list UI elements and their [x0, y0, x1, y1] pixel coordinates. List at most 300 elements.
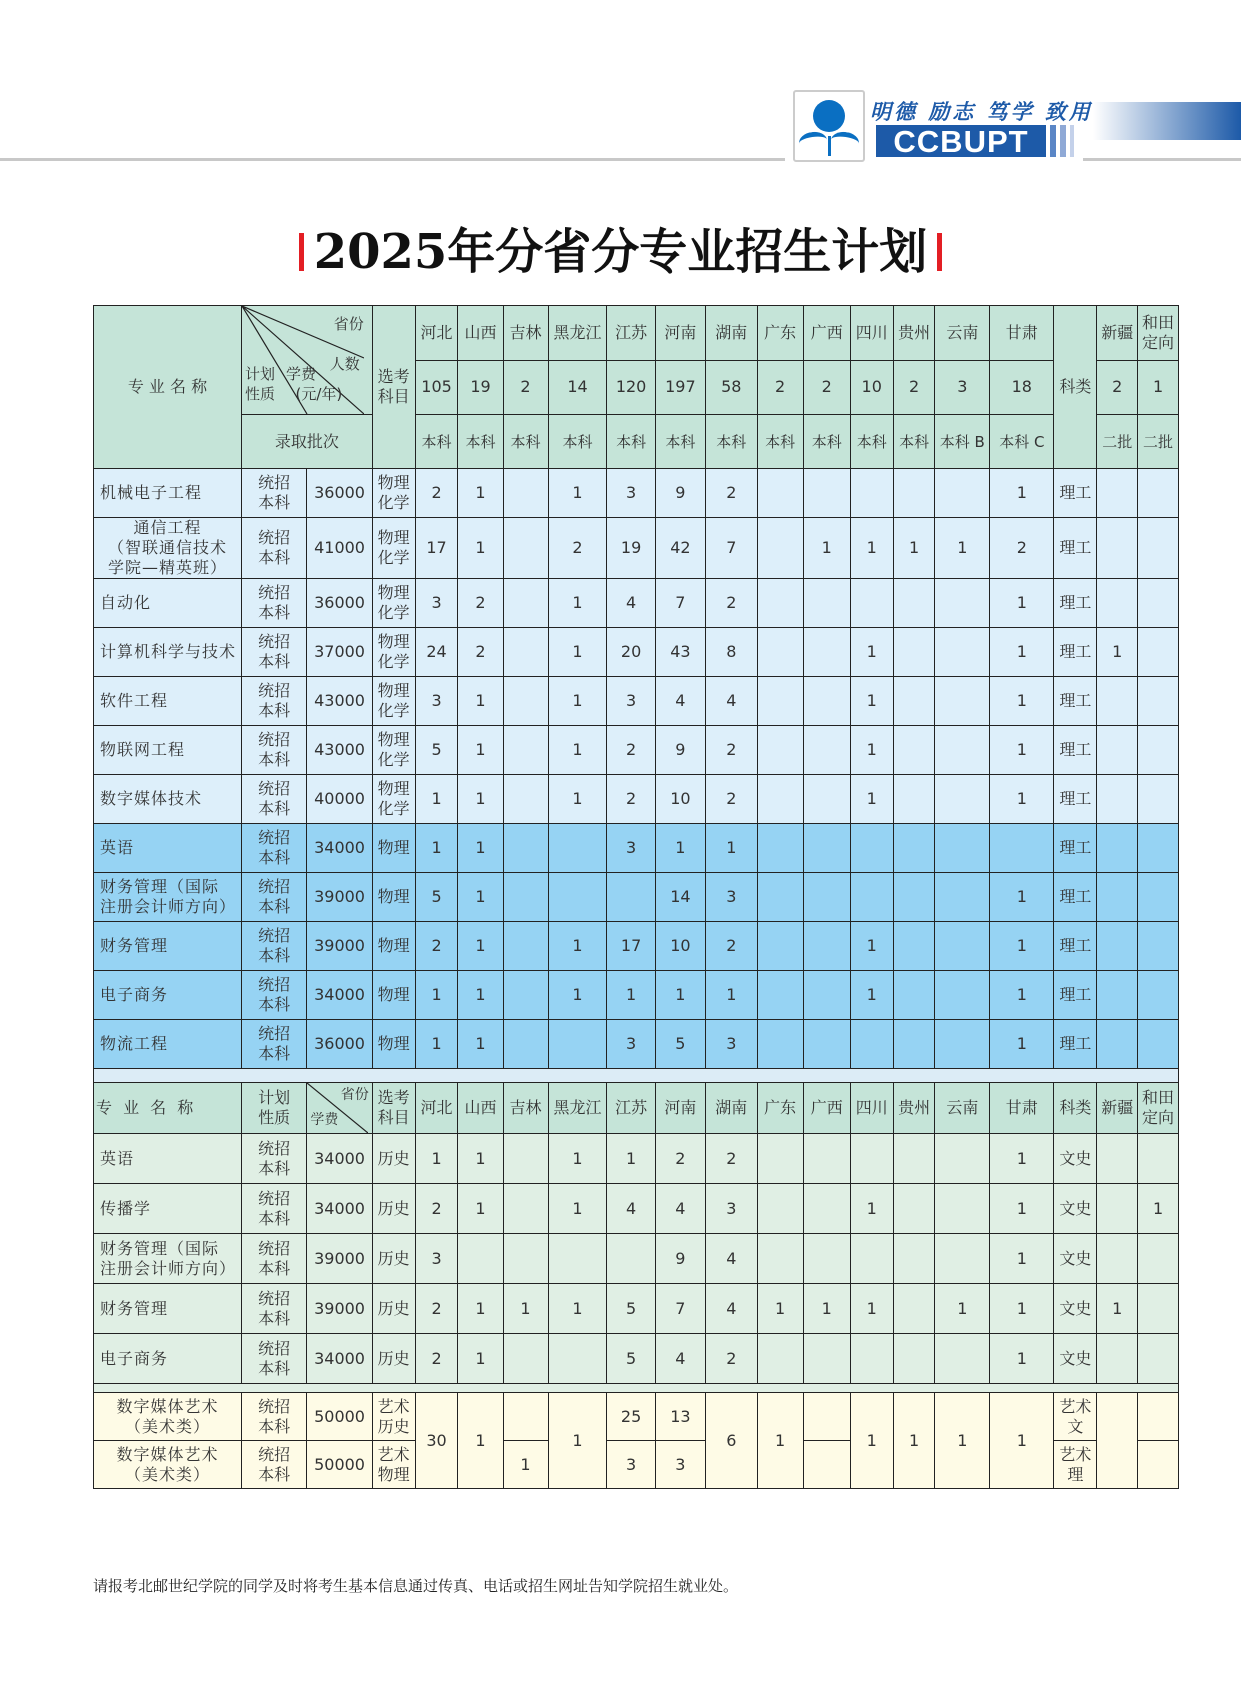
- quota-贵州: [893, 579, 935, 628]
- quota-江苏: 5: [607, 1284, 655, 1334]
- header-total-0: 105: [415, 360, 458, 415]
- category: 理工: [1054, 726, 1097, 775]
- quota-贵州: [893, 677, 935, 726]
- quota-山西: 1: [458, 518, 503, 579]
- header-batch-label: 录取批次: [241, 415, 372, 469]
- college-motto: 明德 励志 笃学 致用: [870, 99, 1093, 124]
- diag-province-label: 省份: [333, 315, 364, 333]
- quota-四川: 1: [850, 1284, 893, 1334]
- quota-四川: 1: [850, 726, 893, 775]
- quota-甘肃: 2: [990, 518, 1054, 579]
- header2-province-11: 云南: [935, 1083, 990, 1134]
- major-name: 数字媒体艺术 （美术类）: [94, 1393, 242, 1441]
- header2-province-8: 广西: [803, 1083, 850, 1134]
- quota-江苏: 17: [607, 922, 655, 971]
- header-total-11: 3: [935, 360, 990, 415]
- plan-type: 统招 本科: [241, 824, 306, 873]
- logo-stem-icon: [828, 136, 831, 156]
- quota-xinjiang: [1097, 518, 1138, 579]
- quota-黑龙江: 1: [548, 726, 607, 775]
- header2-province-1: 山西: [458, 1083, 503, 1134]
- header-province-hetian: 和田 定向: [1138, 306, 1179, 361]
- quota-湖南: 2: [706, 775, 757, 824]
- quota-河南: 7: [655, 1284, 705, 1334]
- quota-湖南: 4: [706, 1234, 757, 1284]
- diag-plan-label: 计划 性质: [244, 365, 275, 403]
- quota-江苏: 3: [607, 1020, 655, 1069]
- header-province-4: 江苏: [607, 306, 655, 361]
- header-total-9: 10: [850, 360, 893, 415]
- quota-广西: [803, 469, 850, 518]
- header-batch-2: 本科: [503, 415, 548, 469]
- quota-广东: 1: [757, 1393, 803, 1489]
- table-row: [94, 922, 1179, 971]
- tuition-fee: 34000: [307, 1334, 372, 1384]
- table-row: [94, 1134, 1179, 1184]
- header2-subject: 选考 科目: [372, 1083, 415, 1134]
- header-total-6: 58: [706, 360, 757, 415]
- plan-type: 统招 本科: [241, 971, 306, 1020]
- quota-xinjiang: [1097, 824, 1138, 873]
- table-row: [94, 518, 1179, 579]
- header-batch-12: 本科 C: [990, 415, 1054, 469]
- quota-xinjiang: [1097, 469, 1138, 518]
- quota-吉林: [503, 775, 548, 824]
- quota-xinjiang: [1097, 726, 1138, 775]
- quota-xinjiang: [1097, 873, 1138, 922]
- category: 艺术 文: [1054, 1393, 1097, 1441]
- quota-河北: 2: [415, 469, 458, 518]
- plan-type: 统招 本科: [241, 775, 306, 824]
- quota-江苏: 5: [607, 1334, 655, 1384]
- quota-贵州: [893, 971, 935, 1020]
- header2-province-10: 贵州: [893, 1083, 935, 1134]
- plan-type: 统招 本科: [241, 1134, 306, 1184]
- header2-xinjiang: 新疆: [1097, 1083, 1138, 1134]
- quota-广东: [757, 1234, 803, 1284]
- major-name: 英语: [94, 824, 242, 873]
- quota-hetian: [1138, 971, 1179, 1020]
- quota-河南: 5: [655, 1020, 705, 1069]
- quota-贵州: [893, 726, 935, 775]
- major-name: 计算机科学与技术: [94, 628, 242, 677]
- quota-山西: 1: [458, 469, 503, 518]
- quota-黑龙江: 1: [548, 677, 607, 726]
- major-name: 电子商务: [94, 971, 242, 1020]
- header-batch-3: 本科: [548, 415, 607, 469]
- quota-甘肃: 1: [990, 1020, 1054, 1069]
- tuition-fee: 43000: [307, 726, 372, 775]
- quota-广东: [757, 971, 803, 1020]
- spacer-cell: [94, 1384, 1179, 1393]
- tuition-fee: 50000: [307, 1393, 372, 1441]
- quota-河南: 4: [655, 677, 705, 726]
- quota-湖南: 7: [706, 518, 757, 579]
- quota-河北: 2: [415, 1284, 458, 1334]
- quota-四川: [850, 1020, 893, 1069]
- tuition-fee: 36000: [307, 1020, 372, 1069]
- quota-湖南: 2: [706, 726, 757, 775]
- subject-requirement: 历史: [372, 1184, 415, 1234]
- quota-xinjiang: [1097, 775, 1138, 824]
- quota-四川: 1: [850, 677, 893, 726]
- enrollment-plan-table: [93, 305, 1179, 1489]
- category: 理工: [1054, 873, 1097, 922]
- plan-type: 统招 本科: [241, 518, 306, 579]
- tuition-fee: 37000: [307, 628, 372, 677]
- quota-江苏: 4: [607, 579, 655, 628]
- quota-四川: [850, 1234, 893, 1284]
- subject-requirement: 物理: [372, 873, 415, 922]
- quota-江苏: 4: [607, 1184, 655, 1234]
- header-province-10: 贵州: [893, 306, 935, 361]
- quota-广东: [757, 579, 803, 628]
- quota-湖南: 3: [706, 873, 757, 922]
- header-province-5: 河南: [655, 306, 705, 361]
- major-name: 传播学: [94, 1184, 242, 1234]
- header-extra-batch-0: 二批: [1097, 415, 1138, 469]
- plan-type: 统招 本科: [241, 1184, 306, 1234]
- quota-河北: 1: [415, 824, 458, 873]
- quota-河北: 17: [415, 518, 458, 579]
- quota-广西: [803, 579, 850, 628]
- quota-xinjiang: [1097, 971, 1138, 1020]
- header-province-0: 河北: [415, 306, 458, 361]
- quota-xinjiang: [1097, 579, 1138, 628]
- table-row-art-history: [94, 1393, 1179, 1441]
- quota-江苏: [607, 1234, 655, 1284]
- major-name: 通信工程 （智联通信技术 学院—精英班）: [94, 518, 242, 579]
- quota-江苏: 3: [607, 469, 655, 518]
- quota-甘肃: 1: [990, 873, 1054, 922]
- quota-河南: 42: [655, 518, 705, 579]
- quota-山西: 1: [458, 1393, 503, 1489]
- header-gradient-band: [1093, 102, 1241, 140]
- quota-广西: 1: [803, 1284, 850, 1334]
- quota-云南: [935, 628, 990, 677]
- subject-requirement: 物理 化学: [372, 579, 415, 628]
- quota-广东: [757, 1134, 803, 1184]
- quota-广西: [803, 1234, 850, 1284]
- subject-requirement: 物理: [372, 971, 415, 1020]
- header-batch-1: 本科: [458, 415, 503, 469]
- quota-广西: [803, 726, 850, 775]
- major-name: 物流工程: [94, 1020, 242, 1069]
- quota-云南: [935, 1334, 990, 1384]
- header-province-1: 山西: [458, 306, 503, 361]
- quota-甘肃: 1: [990, 579, 1054, 628]
- quota-四川: 1: [850, 518, 893, 579]
- quota-广东: [757, 775, 803, 824]
- header-batch-4: 本科: [607, 415, 655, 469]
- quota-吉林: [503, 1234, 548, 1284]
- quota-湖南: 2: [706, 922, 757, 971]
- header2-province-0: 河北: [415, 1083, 458, 1134]
- quota-广东: [757, 726, 803, 775]
- plan-type: 统招 本科: [241, 922, 306, 971]
- plan-type: 统招 本科: [241, 1020, 306, 1069]
- tuition-fee: 43000: [307, 677, 372, 726]
- quota-山西: 1: [458, 922, 503, 971]
- quota-江苏: 1: [607, 971, 655, 1020]
- header2-plan: 计划 性质: [241, 1083, 306, 1134]
- quota-吉林: [503, 873, 548, 922]
- quota-甘肃: [990, 824, 1054, 873]
- header2-province-label: 省份: [340, 1087, 369, 1103]
- quota-吉林: [503, 1184, 548, 1234]
- quota-湖南: 2: [706, 1134, 757, 1184]
- quota-吉林: [503, 824, 548, 873]
- quota-贵州: [893, 1020, 935, 1069]
- table-row: [94, 726, 1179, 775]
- title-mark-left: [299, 233, 304, 271]
- quota-甘肃: 1: [990, 775, 1054, 824]
- quota-广西: 1: [803, 518, 850, 579]
- category: 文史: [1054, 1284, 1097, 1334]
- quota-黑龙江: 1: [548, 579, 607, 628]
- major-name: 数字媒体艺术 （美术类）: [94, 1441, 242, 1489]
- subject-requirement: 物理 化学: [372, 726, 415, 775]
- category: 理工: [1054, 579, 1097, 628]
- table-row: [94, 628, 1179, 677]
- quota-hetian: [1138, 579, 1179, 628]
- table-row: [94, 971, 1179, 1020]
- quota-山西: 1: [458, 726, 503, 775]
- quota-河南: 4: [655, 1334, 705, 1384]
- quota-河南: 13: [655, 1393, 705, 1441]
- quota-甘肃: 1: [990, 971, 1054, 1020]
- quota-江苏: [607, 873, 655, 922]
- tuition-fee: 36000: [307, 469, 372, 518]
- quota-黑龙江: 1: [548, 922, 607, 971]
- tuition-fee: 34000: [307, 1184, 372, 1234]
- quota-黑龙江: 1: [548, 775, 607, 824]
- quota-贵州: [893, 922, 935, 971]
- logo-sun-icon: [813, 100, 845, 132]
- quota-hetian: [1138, 628, 1179, 677]
- page-title: [0, 222, 1241, 282]
- quota-黑龙江: 2: [548, 518, 607, 579]
- quota-云南: 1: [935, 1393, 990, 1489]
- quota-云南: [935, 922, 990, 971]
- subject-requirement: 艺术 历史: [372, 1393, 415, 1441]
- header2-province-12: 甘肃: [990, 1083, 1054, 1134]
- quota-江苏: 3: [607, 1441, 655, 1489]
- header-total-10: 2: [893, 360, 935, 415]
- quota-贵州: [893, 1234, 935, 1284]
- quota-河北: 5: [415, 726, 458, 775]
- quota-贵州: 1: [893, 1393, 935, 1489]
- header-province-xinjiang: 新疆: [1097, 306, 1138, 361]
- quota-广西: [803, 1393, 850, 1441]
- quota-hetian: [1138, 1020, 1179, 1069]
- major-name: 财务管理（国际 注册会计师方向）: [94, 1234, 242, 1284]
- quota-广西: [803, 775, 850, 824]
- major-name: 软件工程: [94, 677, 242, 726]
- quota-贵州: [893, 469, 935, 518]
- quota-云南: 1: [935, 1284, 990, 1334]
- header-total-12: 18: [990, 360, 1054, 415]
- header-province-11: 云南: [935, 306, 990, 361]
- quota-四川: [850, 469, 893, 518]
- quota-广东: [757, 824, 803, 873]
- plan-type: 统招 本科: [241, 677, 306, 726]
- subject-requirement: 物理 化学: [372, 518, 415, 579]
- quota-四川: 1: [850, 628, 893, 677]
- quota-河北: 2: [415, 1184, 458, 1234]
- header-province-12: 甘肃: [990, 306, 1054, 361]
- category: 理工: [1054, 971, 1097, 1020]
- quota-河北: 30: [415, 1393, 458, 1489]
- quota-hetian: [1138, 677, 1179, 726]
- section-spacer: [94, 1384, 1179, 1393]
- quota-四川: [850, 824, 893, 873]
- plan-type: 统招 本科: [241, 1393, 306, 1441]
- quota-云南: [935, 726, 990, 775]
- tuition-fee: 36000: [307, 579, 372, 628]
- quota-四川: 1: [850, 1393, 893, 1489]
- quota-河南: 3: [655, 1441, 705, 1489]
- major-name: 财务管理: [94, 1284, 242, 1334]
- quota-云南: [935, 971, 990, 1020]
- category: 理工: [1054, 922, 1097, 971]
- quota-广西: [803, 1134, 850, 1184]
- plan-type: 统招 本科: [241, 469, 306, 518]
- plan-type: 统招 本科: [241, 628, 306, 677]
- quota-吉林: [503, 677, 548, 726]
- category: 理工: [1054, 1020, 1097, 1069]
- quota-河南: 2: [655, 1134, 705, 1184]
- quota-甘肃: 1: [990, 1284, 1054, 1334]
- quota-xinjiang: [1097, 677, 1138, 726]
- quota-甘肃: 1: [990, 922, 1054, 971]
- quota-吉林: [503, 971, 548, 1020]
- header2-major-name: 专 业 名 称: [94, 1083, 242, 1134]
- quota-吉林: [503, 1020, 548, 1069]
- quota-广西: [803, 1184, 850, 1234]
- quota-xinjiang: 1: [1097, 1284, 1138, 1334]
- diag-fee-label: 学费 (元/年): [285, 365, 343, 403]
- quota-云南: [935, 1184, 990, 1234]
- quota-吉林: [503, 469, 548, 518]
- tuition-fee: 40000: [307, 775, 372, 824]
- plan-type: 统招 本科: [241, 579, 306, 628]
- quota-湖南: 2: [706, 469, 757, 518]
- quota-黑龙江: 1: [548, 1284, 607, 1334]
- quota-河南: 7: [655, 579, 705, 628]
- quota-甘肃: 1: [990, 726, 1054, 775]
- table-row: [94, 1020, 1179, 1069]
- quota-江苏: 20: [607, 628, 655, 677]
- quota-河北: 1: [415, 1134, 458, 1184]
- quota-黑龙江: 1: [548, 628, 607, 677]
- section-spacer: [94, 1069, 1179, 1083]
- category: 艺术 理: [1054, 1441, 1097, 1489]
- header-total-2: 2: [503, 360, 548, 415]
- quota-广西: [803, 677, 850, 726]
- category: 文史: [1054, 1234, 1097, 1284]
- quota-湖南: 3: [706, 1184, 757, 1234]
- tuition-fee: 39000: [307, 1234, 372, 1284]
- header2-hetian: 和田 定向: [1138, 1083, 1179, 1134]
- quota-山西: 1: [458, 824, 503, 873]
- header-major-name: 专 业 名 称: [94, 306, 242, 469]
- quota-云南: [935, 677, 990, 726]
- quota-hetian: [1138, 1134, 1179, 1184]
- header-row-history: [94, 1083, 1179, 1134]
- plan-type: 统招 本科: [241, 1284, 306, 1334]
- quota-xinjiang: [1097, 1134, 1138, 1184]
- college-logo: [793, 90, 865, 162]
- quota-广东: 1: [757, 1284, 803, 1334]
- quota-河南: 14: [655, 873, 705, 922]
- major-name: 机械电子工程: [94, 469, 242, 518]
- quota-湖南: 8: [706, 628, 757, 677]
- quota-吉林: 1: [503, 1441, 548, 1489]
- quota-hetian: 1: [1138, 1184, 1179, 1234]
- major-name: 英语: [94, 1134, 242, 1184]
- header2-category: 科类: [1054, 1083, 1097, 1134]
- subject-requirement: 艺术 物理: [372, 1441, 415, 1489]
- quota-hetian: [1138, 1441, 1179, 1489]
- table-row: [94, 873, 1179, 922]
- table-row: [94, 1334, 1179, 1384]
- table-row: [94, 579, 1179, 628]
- brand-wordmark: CCBUPT: [876, 125, 1046, 157]
- header2-diagonal-cell: [307, 1083, 372, 1134]
- header-total-1: 19: [458, 360, 503, 415]
- header-province-8: 广西: [803, 306, 850, 361]
- quota-xinjiang: [1097, 1020, 1138, 1069]
- quota-江苏: 3: [607, 824, 655, 873]
- category: 文史: [1054, 1334, 1097, 1384]
- quota-广东: [757, 1184, 803, 1234]
- quota-河北: 3: [415, 677, 458, 726]
- quota-吉林: [503, 1134, 548, 1184]
- quota-贵州: [893, 1134, 935, 1184]
- quota-xinjiang: 1: [1097, 628, 1138, 677]
- header-extra-batch-1: 二批: [1138, 415, 1179, 469]
- quota-云南: [935, 873, 990, 922]
- header2-province-6: 湖南: [706, 1083, 757, 1134]
- quota-甘肃: 1: [990, 1234, 1054, 1284]
- quota-贵州: [893, 628, 935, 677]
- header2-province-9: 四川: [850, 1083, 893, 1134]
- subject-requirement: 物理 化学: [372, 628, 415, 677]
- category: 理工: [1054, 469, 1097, 518]
- quota-湖南: 3: [706, 1020, 757, 1069]
- logo-wing-left-icon: [798, 130, 828, 153]
- quota-黑龙江: 1: [548, 1134, 607, 1184]
- quota-吉林: 1: [503, 1284, 548, 1334]
- plan-type: 统招 本科: [241, 1334, 306, 1384]
- header2-province-2: 吉林: [503, 1083, 548, 1134]
- table-row: [94, 677, 1179, 726]
- quota-河南: 9: [655, 726, 705, 775]
- major-name: 自动化: [94, 579, 242, 628]
- header2-fee-label: 学费: [310, 1112, 339, 1128]
- header-province-6: 湖南: [706, 306, 757, 361]
- quota-hetian: [1138, 726, 1179, 775]
- quota-吉林: [503, 1334, 548, 1384]
- quota-黑龙江: [548, 1334, 607, 1384]
- quota-山西: 1: [458, 1334, 503, 1384]
- quota-江苏: 2: [607, 775, 655, 824]
- quota-广西: [803, 971, 850, 1020]
- table-row: [94, 775, 1179, 824]
- quota-xinjiang: [1097, 1334, 1138, 1384]
- quota-河北: 2: [415, 922, 458, 971]
